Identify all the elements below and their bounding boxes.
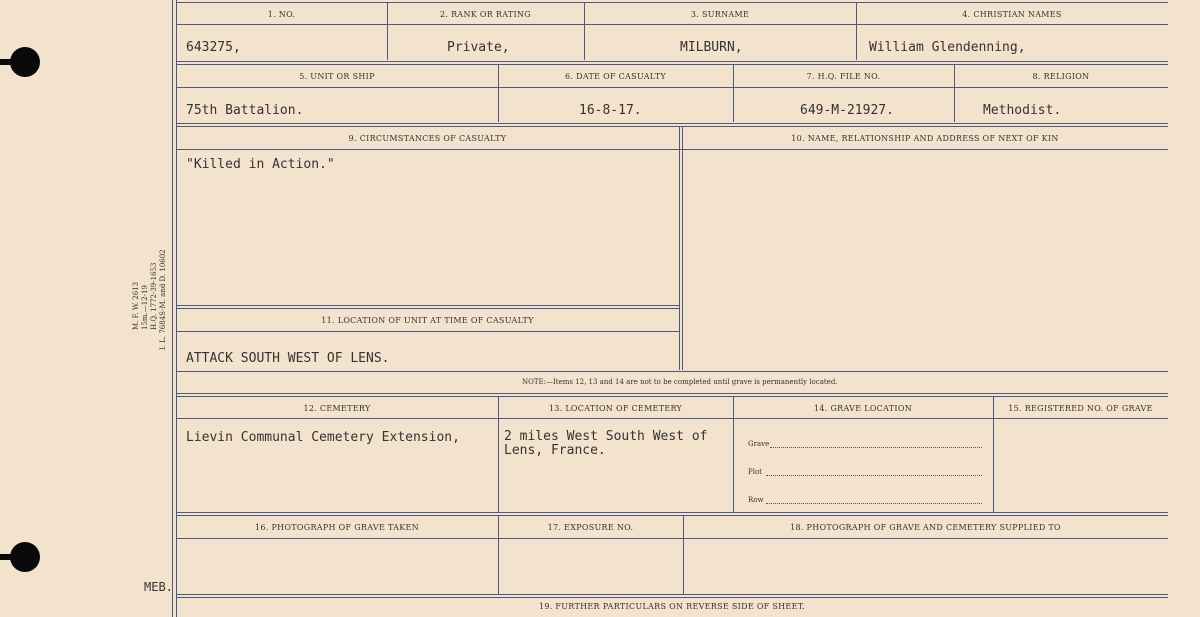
value-surname: MILBURN, [680,40,743,55]
rule [733,396,734,512]
rule [679,126,680,370]
rule [176,594,1168,595]
form-number-line1: M. F. W. 2613 [132,281,140,330]
value-location-of-unit: ATTACK SOUTH WEST OF LENS. [186,351,390,366]
value-circumstances: "Killed in Action." [186,157,335,172]
header-unit: 5. UNIT OR SHIP [299,72,375,81]
header-location-of-cemetery: 13. LOCATION OF CEMETERY [548,404,683,413]
value-date-of-casualty: 16-8-17. [579,103,642,118]
header-file-no: 7. H.Q. FILE NO. [806,72,881,81]
grave-field-label: Grave [748,440,770,448]
header-christian-names: 4. CHRISTIAN NAMES [962,10,1062,19]
value-unit: 75th Battalion. [186,103,304,118]
rule [176,371,1168,372]
rule [176,61,1168,62]
header-photo-supplied: 18. PHOTOGRAPH OF GRAVE AND CEMETERY SUPPLIED TO [790,523,1061,532]
rule [176,538,1168,539]
grave-field-line [770,447,982,448]
rule [176,149,1168,150]
margin-line [172,0,173,617]
header-further-particulars: 19. FURTHER PARTICULARS ON REVERSE SIDE OF SHEET. [538,602,806,611]
header-surname: 3. SURNAME [690,10,750,19]
row-field-label: Row [748,496,764,504]
header-registered-no: 15. REGISTERED NO. OF GRAVE [1008,404,1153,413]
header-grave-location: 14. GRAVE LOCATION [813,404,912,413]
form-number-line4: I. L. 7684S-M. and D. 10602 [159,249,167,350]
value-cemetery: Lievin Communal Cemetery Extension, [186,430,460,445]
row-field-line [766,503,982,504]
rule [176,87,1168,88]
rule [176,123,1168,124]
header-no: 1. NO. [267,10,296,19]
form-number-line2: 15m.—12-19 [141,285,149,330]
value-file-no: 649-M-21927. [800,103,894,118]
rule [682,126,683,370]
header-religion: 8. RELIGION [1032,72,1090,81]
rule [498,396,499,512]
value-rank: Private, [447,40,510,55]
punch-hole-top [10,47,40,77]
header-circumstances: 9. CIRCUMSTANCES OF CASUALTY [348,134,507,143]
plot-field-line [766,475,982,476]
value-christian-names: William Glendenning, [869,40,1026,55]
note-text: NOTE:—Items 12, 13 and 14 are not to be completed until grave is permanently located. [522,378,838,386]
rule [176,2,1168,3]
value-no: 643275, [186,40,241,55]
plot-field-label: Plot [748,468,762,476]
header-exposure-no: 17. EXPOSURE NO. [547,523,634,532]
rule [176,393,1168,394]
rule [176,24,1168,25]
rule [176,512,1168,513]
rule [176,418,1168,419]
form-number-line3: H.Q. 1772-39-1653 [150,262,158,330]
header-date-of-casualty: 6. DATE OF CASUALTY [565,72,666,81]
rule [993,396,994,512]
punch-hole-bottom [10,542,40,572]
header-location-of-unit: 11. LOCATION OF UNIT AT TIME OF CASUALTY [321,316,534,325]
header-photo-taken: 16. PHOTOGRAPH OF GRAVE TAKEN [255,523,419,532]
rule [176,331,679,332]
rule [176,305,679,306]
header-next-of-kin: 10. NAME, RELATIONSHIP AND ADDRESS OF NEXT OF KIN [791,134,1059,143]
clerk-initials: MEB. [144,580,173,594]
header-rank: 2. RANK OR RATING [440,10,531,19]
value-location-of-cemetery: 2 miles West South West of Lens, France. [504,429,708,458]
value-religion: Methodist. [983,103,1062,118]
header-cemetery: 12. CEMETERY [303,404,371,413]
